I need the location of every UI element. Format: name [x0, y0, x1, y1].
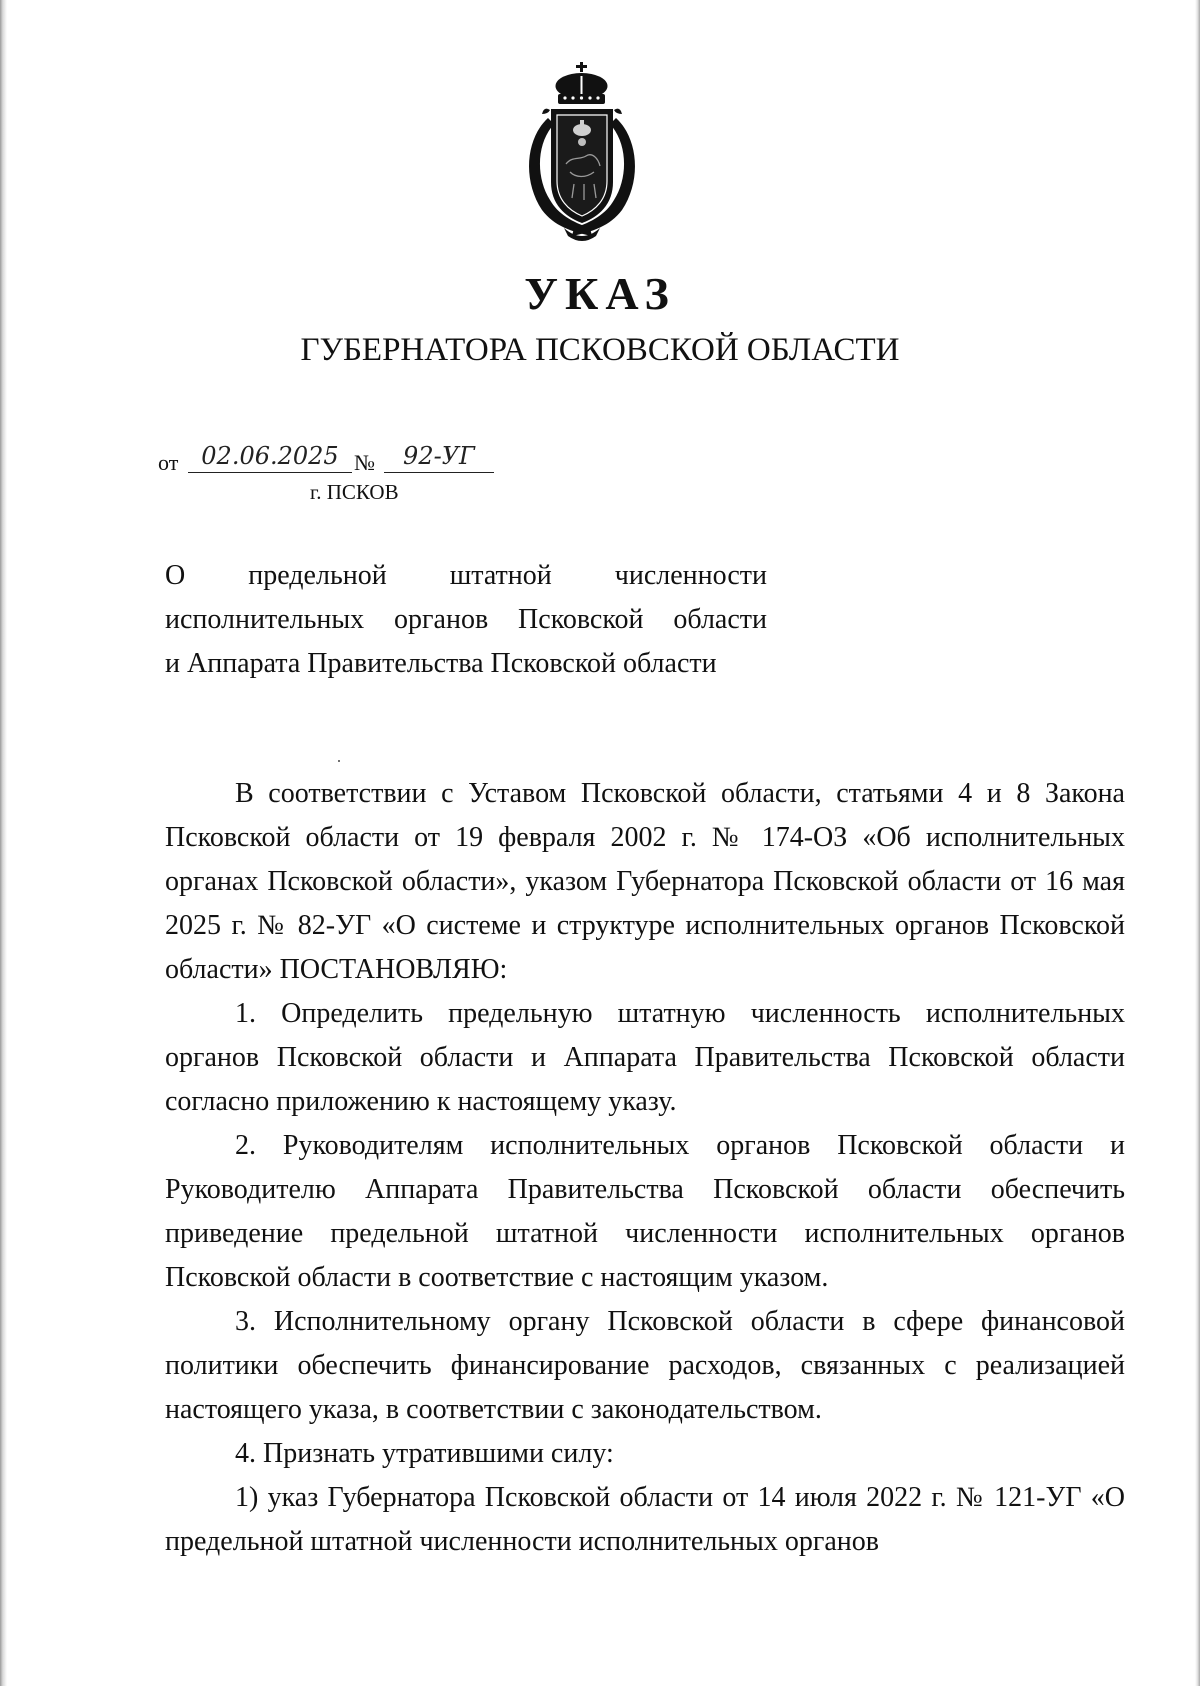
body-paragraph: В соответствии с Уставом Псковской области, статьями 4 и 8 Закона Псковской области от 19 февраля 2002 г. № 174-ОЗ «Об исполнительных органах Псковской области», указом Губернатора Псковской области от 16 мая 2025 г. № 82-УГ «О системе и структуре исполнительных органов Псковской области» ПОСТАНОВЛЯЮ: [165, 778, 1125, 985]
document-title: УКАЗ [524, 268, 676, 319]
document-subject [165, 554, 767, 686]
handwritten-number: 92-УГ [384, 440, 494, 473]
body-paragraph: 3. Исполнительному органу Псковской области в сфере финансовой политики обеспечить финансирование расходов, связанных с реализацией настоящего указа, в соответствии с законодательством. [165, 1306, 1125, 1425]
date-prefix: от [158, 450, 179, 475]
scan-edge-left [0, 0, 7, 1686]
handwritten-date: 02.06.2025 [188, 440, 352, 473]
subject-line: исполнительных органов Псковской области [165, 604, 767, 635]
body-paragraph: 4. Признать утратившими силу: [235, 1438, 614, 1469]
body-paragraph: 2. Руководителям исполнительных органов Псковской области и Руководителю Аппарата Правительства Псковской области обеспечить приведение предельной штатной численности исполнительных органов Псковской области в соответствие с настоящим указом. [165, 1130, 1125, 1293]
city: г. ПСКОВ [310, 480, 399, 504]
body-paragraph: 1) указ Губернатора Псковской области от 14 июля 2022 г. № 121-УГ «О предельной штатной численности исполнительных органов [165, 1482, 1125, 1557]
scan-speck [338, 760, 340, 762]
subject-line: О предельной штатной численности [165, 560, 767, 591]
document-body [165, 772, 1125, 1564]
number-prefix: № [354, 450, 375, 475]
coat-of-arms-icon [520, 60, 672, 244]
body-paragraph: 1. Определить предельную штатную численность исполнительных органов Псковской области и Аппарата Правительства Псковской области согласно приложению к настоящему указу. [165, 998, 1125, 1117]
scan-edge-right [1195, 0, 1200, 1686]
document-subtitle: ГУБЕРНАТОРА ПСКОВСКОЙ ОБЛАСТИ [300, 332, 900, 368]
subject-line: и Аппарата Правительства Псковской области [165, 648, 717, 679]
